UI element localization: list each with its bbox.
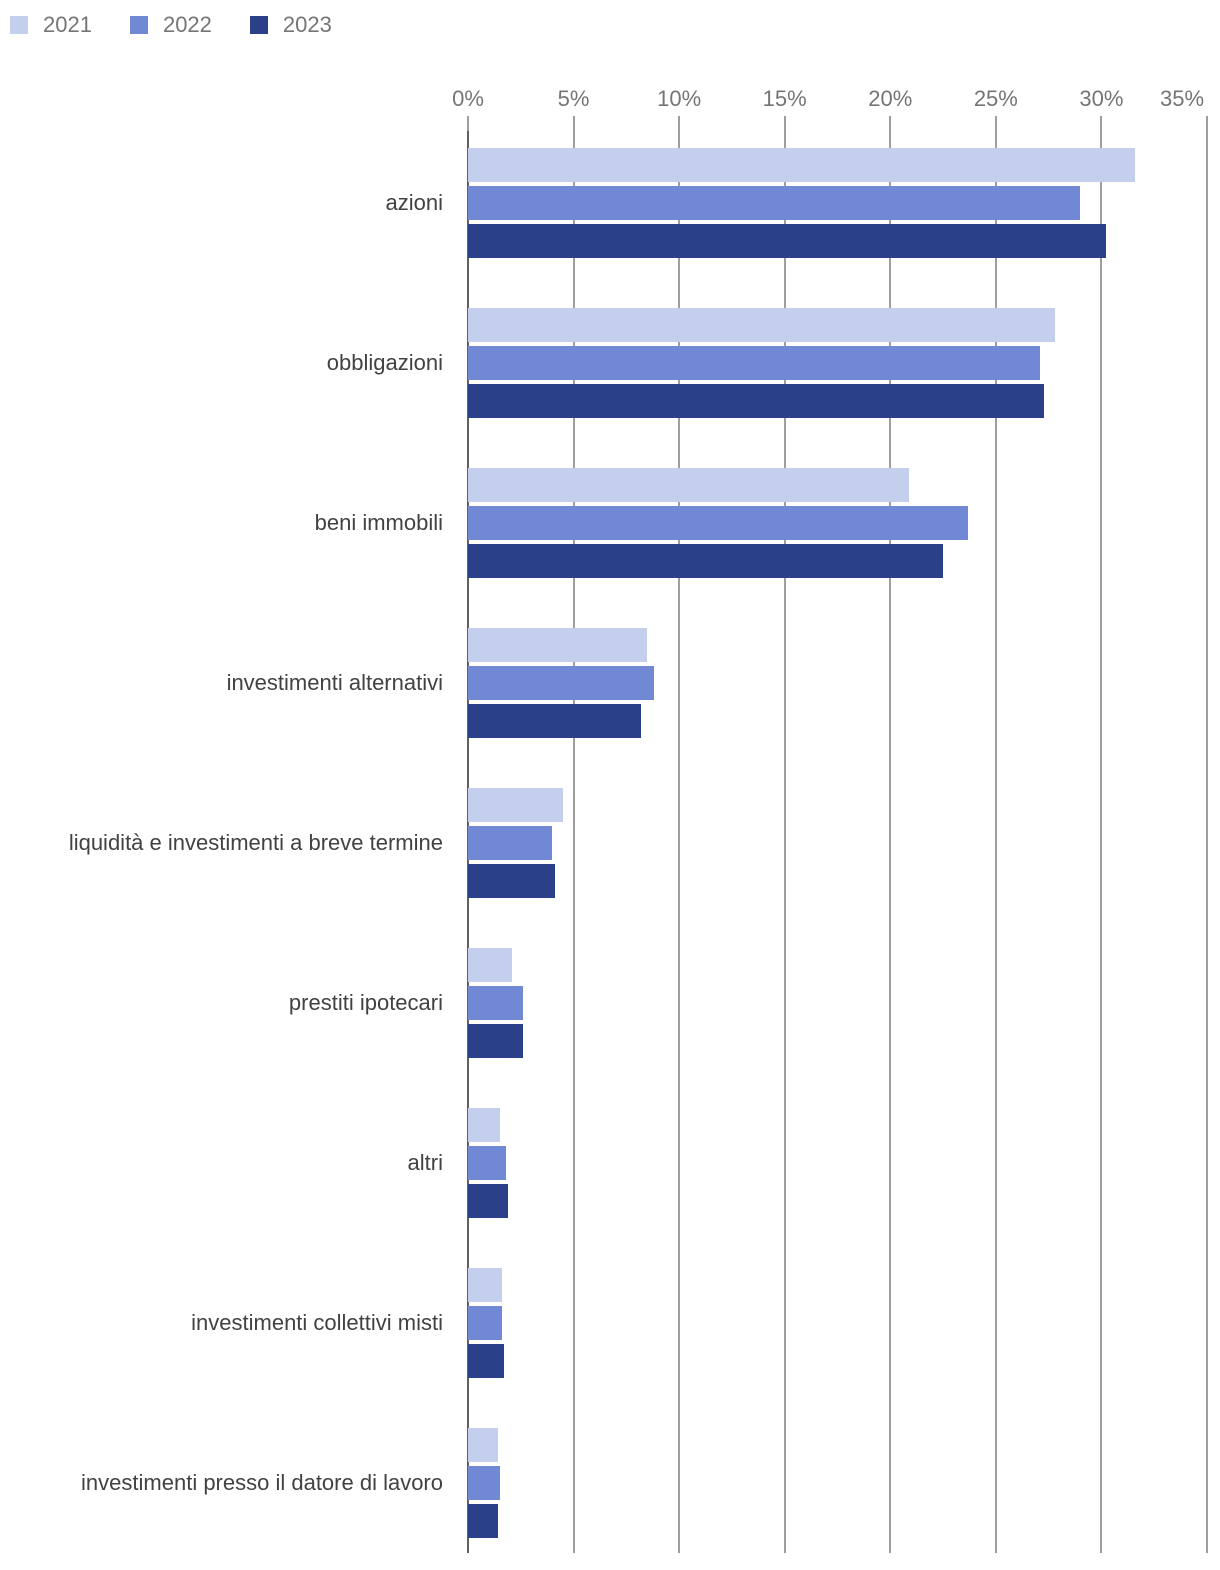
axis-tick-mark bbox=[784, 116, 786, 131]
gridline bbox=[678, 130, 680, 1553]
bar-2021-investimenti-alternativi bbox=[468, 628, 647, 662]
category-label: investimenti collettivi misti bbox=[191, 1310, 443, 1335]
axis-tick-mark bbox=[889, 116, 891, 131]
bar-2021-azioni bbox=[468, 148, 1135, 182]
bar-2022-altri bbox=[468, 1146, 506, 1180]
category-label: investimenti presso il datore di lavoro bbox=[81, 1470, 443, 1495]
legend-label: 2021 bbox=[43, 12, 92, 37]
bar-2021-beni-immobili bbox=[468, 468, 909, 502]
axis-tick-label: 0% bbox=[452, 86, 484, 111]
legend bbox=[10, 14, 332, 36]
bar-2023-investimenti-alternativi bbox=[468, 704, 641, 738]
bar-2021-liquidità-e-investimenti-a-breve-termine bbox=[468, 788, 563, 822]
bar-2023-obbligazioni bbox=[468, 384, 1044, 418]
bar-2022-azioni bbox=[468, 186, 1080, 220]
bar-2023-prestiti-ipotecari bbox=[468, 1024, 523, 1058]
legend-label: 2022 bbox=[162, 12, 212, 37]
axis-tick-mark bbox=[678, 116, 680, 131]
bar-2022-investimenti-collettivi-misti bbox=[468, 1306, 502, 1340]
bar-2022-beni-immobili bbox=[468, 506, 968, 540]
category-label: altri bbox=[407, 1150, 443, 1175]
bar-2021-obbligazioni bbox=[468, 308, 1055, 342]
legend-item-2022 bbox=[130, 14, 212, 36]
category-label: liquidità e investimenti a breve termine bbox=[68, 830, 443, 855]
category-label: azioni bbox=[385, 190, 443, 215]
bar-2023-azioni bbox=[468, 224, 1106, 258]
axis-tick-mark bbox=[995, 116, 997, 131]
bar-2022-liquidità-e-investimenti-a-breve-termine bbox=[468, 826, 552, 860]
axis-tick-mark bbox=[1206, 116, 1208, 131]
bar-2022-investimenti-presso-il-datore-di-lavoro bbox=[468, 1466, 500, 1500]
axis-tick-mark bbox=[467, 116, 469, 131]
gridline bbox=[1100, 130, 1102, 1553]
axis-tick-label: 35% bbox=[1159, 86, 1205, 111]
legend-swatch-2021 bbox=[10, 16, 28, 34]
gridline bbox=[1206, 130, 1208, 1553]
gridline bbox=[573, 130, 575, 1553]
axis-tick-label: 20% bbox=[868, 86, 913, 111]
axis-tick-label: 10% bbox=[657, 86, 702, 111]
category-label: investimenti alternativi bbox=[226, 670, 443, 695]
bar-2023-beni-immobili bbox=[468, 544, 943, 578]
bar-2021-prestiti-ipotecari bbox=[468, 948, 512, 982]
bar-2023-investimenti-presso-il-datore-di-lavoro bbox=[468, 1504, 498, 1538]
axis-tick-label: 25% bbox=[973, 86, 1018, 111]
category-label: prestiti ipotecari bbox=[288, 990, 443, 1015]
legend-item-2023 bbox=[250, 14, 332, 36]
bar-2023-liquidità-e-investimenti-a-breve-termine bbox=[468, 864, 555, 898]
axis-tick-mark bbox=[573, 116, 575, 131]
gridline bbox=[784, 130, 786, 1553]
gridline bbox=[889, 130, 891, 1553]
bar-2021-altri bbox=[468, 1108, 500, 1142]
bar-2023-altri bbox=[468, 1184, 508, 1218]
category-label: beni immobili bbox=[314, 510, 443, 535]
legend-item-2021 bbox=[10, 14, 92, 36]
category-label: obbligazioni bbox=[326, 350, 443, 375]
axis-tick-label: 30% bbox=[1079, 86, 1124, 111]
bar-2021-investimenti-collettivi-misti bbox=[468, 1268, 502, 1302]
legend-swatch-2022 bbox=[130, 16, 148, 34]
gridline bbox=[995, 130, 997, 1553]
legend-swatch-2023 bbox=[250, 16, 268, 34]
bar-2022-obbligazioni bbox=[468, 346, 1040, 380]
axis-tick-label: 15% bbox=[762, 86, 807, 111]
bar-2022-investimenti-alternativi bbox=[468, 666, 654, 700]
bar-2021-investimenti-presso-il-datore-di-lavoro bbox=[468, 1428, 498, 1462]
bar-2022-prestiti-ipotecari bbox=[468, 986, 523, 1020]
legend-label: 2023 bbox=[282, 12, 332, 37]
axis-tick-mark bbox=[1100, 116, 1102, 131]
axis-tick-label: 5% bbox=[557, 86, 590, 111]
bar-2023-investimenti-collettivi-misti bbox=[468, 1344, 504, 1378]
